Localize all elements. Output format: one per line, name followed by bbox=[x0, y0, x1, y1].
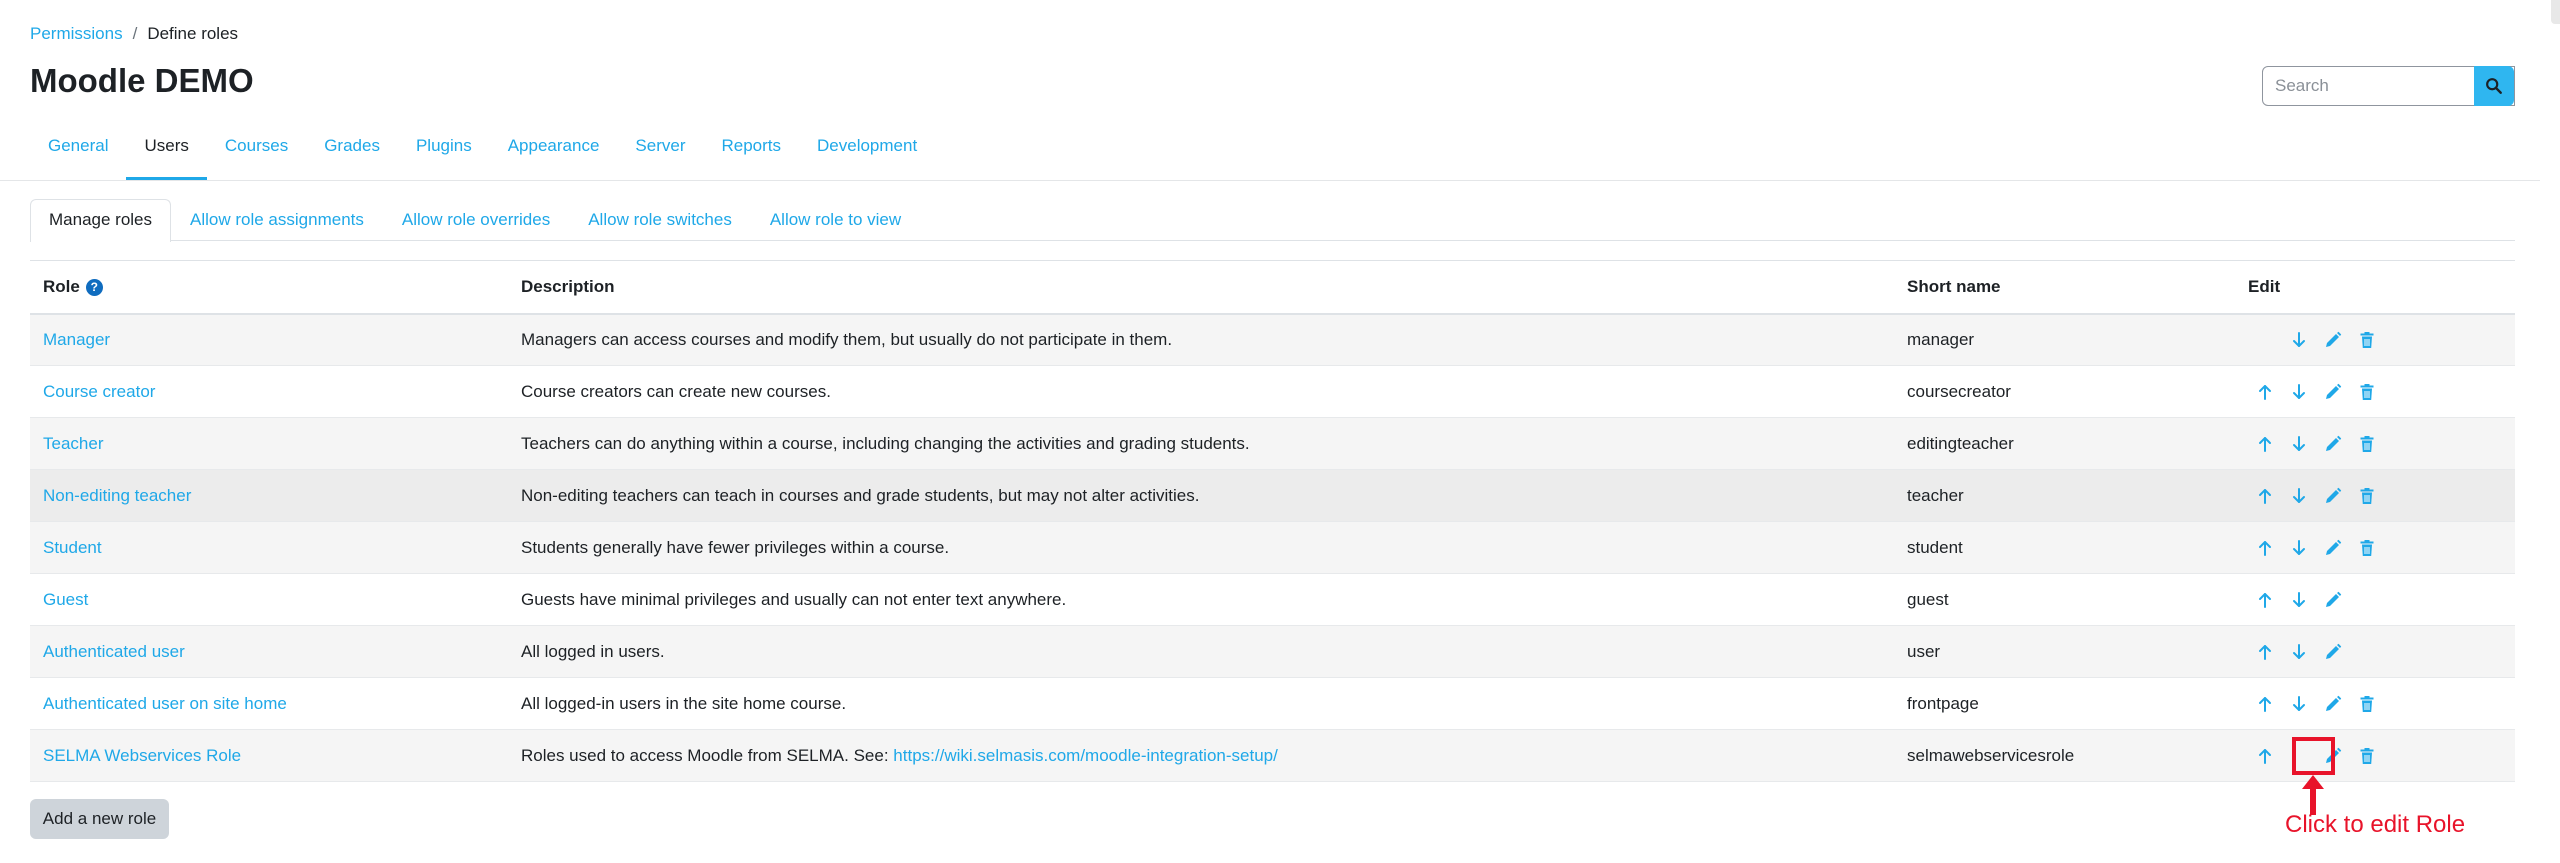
arrow-down-icon[interactable] bbox=[2282, 427, 2316, 461]
roles-table bbox=[30, 260, 2515, 782]
short-name-cell: editingteacher bbox=[1894, 418, 2235, 470]
subtab-manage-roles[interactable]: Manage roles bbox=[30, 199, 171, 242]
header-role bbox=[30, 261, 508, 314]
annotation-text: Click to edit Role bbox=[2285, 811, 2466, 838]
row-actions bbox=[2248, 739, 2502, 773]
role-name-link[interactable]: Guest bbox=[43, 589, 89, 609]
edit-cell bbox=[2235, 314, 2515, 366]
role-cell bbox=[30, 470, 508, 522]
table-header-row bbox=[30, 261, 2515, 314]
description-cell bbox=[508, 626, 1894, 678]
row-actions bbox=[2248, 583, 2502, 617]
arrow-down-icon[interactable] bbox=[2282, 323, 2316, 357]
edit-cell bbox=[2235, 730, 2515, 782]
edit-cell bbox=[2235, 522, 2515, 574]
row-actions bbox=[2248, 635, 2502, 669]
description-cell bbox=[508, 730, 1894, 782]
role-cell bbox=[30, 730, 508, 782]
pencil-icon[interactable] bbox=[2316, 687, 2350, 721]
action-spacer bbox=[2248, 323, 2282, 357]
arrow-up-icon[interactable] bbox=[2248, 427, 2282, 461]
table-row bbox=[30, 730, 2515, 782]
role-name-link[interactable]: Student bbox=[43, 537, 102, 557]
trash-icon[interactable] bbox=[2350, 531, 2384, 565]
row-actions bbox=[2248, 323, 2502, 357]
description-text: Non-editing teachers can teach in courses and grade students, but may not alter activities. bbox=[521, 485, 1200, 505]
role-cell bbox=[30, 574, 508, 626]
trash-icon[interactable] bbox=[2350, 323, 2384, 357]
description-text: Roles used to access Moodle from SELMA. See: bbox=[521, 745, 894, 765]
short-name-cell: frontpage bbox=[1894, 678, 2235, 730]
role-name-link[interactable]: Non-editing teacher bbox=[43, 485, 192, 505]
row-actions bbox=[2248, 479, 2502, 513]
nav-divider bbox=[0, 180, 2540, 181]
edit-cell bbox=[2235, 418, 2515, 470]
description-text: Students generally have fewer privileges within a course. bbox=[521, 537, 950, 557]
breadcrumb-current: Define roles bbox=[147, 24, 239, 43]
pencil-icon[interactable] bbox=[2316, 323, 2350, 357]
role-cell bbox=[30, 678, 508, 730]
short-name-cell: teacher bbox=[1894, 470, 2235, 522]
table-row bbox=[30, 314, 2515, 366]
description-text: All logged-in users in the site home course. bbox=[521, 693, 847, 713]
table-row bbox=[30, 626, 2515, 678]
pencil-icon[interactable] bbox=[2316, 427, 2350, 461]
row-actions bbox=[2248, 687, 2502, 721]
trash-icon[interactable] bbox=[2350, 427, 2384, 461]
subtab-allow-role-to-view[interactable]: Allow role to view bbox=[769, 210, 902, 229]
edit-cell bbox=[2235, 678, 2515, 730]
table-row bbox=[30, 574, 2515, 626]
arrow-down-icon[interactable] bbox=[2282, 687, 2316, 721]
edit-cell bbox=[2235, 574, 2515, 626]
description-cell bbox=[508, 678, 1894, 730]
arrow-up-icon[interactable] bbox=[2248, 375, 2282, 409]
pencil-icon[interactable] bbox=[2316, 375, 2350, 409]
short-name-cell: manager bbox=[1894, 314, 2235, 366]
arrow-down-icon[interactable] bbox=[2282, 531, 2316, 565]
header-edit: Edit bbox=[2235, 261, 2515, 314]
arrow-down-icon[interactable] bbox=[2282, 583, 2316, 617]
trash-icon[interactable] bbox=[2350, 479, 2384, 513]
breadcrumb-permissions-link[interactable]: Permissions bbox=[30, 24, 123, 43]
role-name-link[interactable]: Authenticated user bbox=[43, 641, 185, 661]
secondary-navigation bbox=[30, 199, 2515, 241]
arrow-up-icon[interactable] bbox=[2248, 635, 2282, 669]
description-cell bbox=[508, 470, 1894, 522]
role-name-link[interactable]: Course creator bbox=[43, 381, 156, 401]
role-cell bbox=[30, 418, 508, 470]
breadcrumb-separator: / bbox=[132, 24, 138, 43]
nav-tab-grades[interactable]: Grades bbox=[324, 136, 380, 155]
header-role-label: Role bbox=[43, 276, 80, 296]
nav-tab-plugins[interactable]: Plugins bbox=[415, 136, 472, 155]
header-short-name: Short name bbox=[1894, 261, 2235, 314]
description-cell bbox=[508, 314, 1894, 366]
nav-tab-development[interactable]: Development bbox=[817, 136, 918, 155]
description-cell bbox=[508, 418, 1894, 470]
nav-tab-users[interactable]: Users bbox=[126, 128, 206, 180]
arrow-down-icon[interactable] bbox=[2282, 479, 2316, 513]
description-text: All logged in users. bbox=[521, 641, 665, 661]
short-name-cell: coursecreator bbox=[1894, 366, 2235, 418]
role-name-link[interactable]: Authenticated user on site home bbox=[43, 693, 287, 713]
short-name-cell: selmawebservicesrole bbox=[1894, 730, 2235, 782]
search-button[interactable] bbox=[2474, 66, 2514, 106]
nav-tab-general[interactable]: General bbox=[48, 136, 109, 155]
page-title: Moodle DEMO bbox=[30, 62, 254, 99]
row-actions bbox=[2248, 531, 2502, 565]
annotation-highlight-box bbox=[2292, 737, 2335, 775]
role-name-link[interactable]: SELMA Webservices Role bbox=[43, 745, 242, 765]
primary-navigation bbox=[30, 128, 2540, 180]
description-cell bbox=[508, 574, 1894, 626]
role-name-link[interactable]: Manager bbox=[43, 329, 111, 349]
description-text: Managers can access courses and modify them, but usually do not participate in them. bbox=[521, 329, 1173, 349]
header-description: Description bbox=[508, 261, 1894, 314]
role-cell bbox=[30, 522, 508, 574]
edit-cell bbox=[2235, 366, 2515, 418]
nav-tab-appearance[interactable]: Appearance bbox=[507, 136, 600, 155]
description-cell bbox=[508, 366, 1894, 418]
arrow-up-icon[interactable] bbox=[2248, 531, 2282, 565]
role-cell bbox=[30, 314, 508, 366]
add-new-role-button[interactable]: Add a new role bbox=[30, 799, 169, 839]
arrow-up-icon[interactable] bbox=[2248, 583, 2282, 617]
nav-tab-courses[interactable]: Courses bbox=[224, 136, 289, 155]
table-row bbox=[30, 522, 2515, 574]
annotation-arrow-icon bbox=[2300, 775, 2326, 815]
pencil-icon[interactable] bbox=[2316, 583, 2350, 617]
breadcrumb bbox=[30, 24, 238, 44]
search-icon bbox=[2485, 77, 2503, 95]
trash-icon[interactable] bbox=[2350, 375, 2384, 409]
table-row bbox=[30, 470, 2515, 522]
description-link[interactable]: https://wiki.selmasis.com/moodle-integration-setup/ bbox=[893, 745, 1278, 765]
description-text: Course creators can create new courses. bbox=[521, 381, 831, 401]
table-row bbox=[30, 418, 2515, 470]
table-row bbox=[30, 678, 2515, 730]
description-cell bbox=[508, 522, 1894, 574]
subtab-allow-role-overrides[interactable]: Allow role overrides bbox=[401, 210, 551, 229]
arrow-down-icon[interactable] bbox=[2282, 635, 2316, 669]
trash-icon[interactable] bbox=[2350, 687, 2384, 721]
arrow-up-icon[interactable] bbox=[2248, 687, 2282, 721]
table-row bbox=[30, 366, 2515, 418]
scrollbar-edge[interactable] bbox=[2551, 0, 2560, 24]
edit-cell bbox=[2235, 626, 2515, 678]
subtab-allow-role-switches[interactable]: Allow role switches bbox=[588, 210, 732, 229]
role-name-link[interactable]: Teacher bbox=[43, 433, 104, 453]
row-actions bbox=[2248, 375, 2502, 409]
arrow-up-icon[interactable] bbox=[2248, 479, 2282, 513]
description-text: Teachers can do anything within a course, including changing the activities and grading students. bbox=[521, 433, 1250, 453]
pencil-icon[interactable] bbox=[2316, 479, 2350, 513]
role-cell bbox=[30, 366, 508, 418]
pencil-icon[interactable] bbox=[2316, 531, 2350, 565]
subtab-allow-role-assignments[interactable]: Allow role assignments bbox=[190, 210, 364, 229]
nav-tab-server[interactable]: Server bbox=[635, 136, 686, 155]
trash-icon[interactable] bbox=[2350, 739, 2384, 773]
row-actions bbox=[2248, 427, 2502, 461]
arrow-up-icon[interactable] bbox=[2248, 739, 2282, 773]
help-icon[interactable]: ? bbox=[86, 279, 103, 296]
arrow-down-icon[interactable] bbox=[2282, 375, 2316, 409]
short-name-cell: student bbox=[1894, 522, 2235, 574]
description-text: Guests have minimal privileges and usually can not enter text anywhere. bbox=[521, 589, 1067, 609]
role-cell bbox=[30, 626, 508, 678]
short-name-cell: guest bbox=[1894, 574, 2235, 626]
edit-cell bbox=[2235, 470, 2515, 522]
nav-tab-reports[interactable]: Reports bbox=[721, 136, 782, 155]
short-name-cell: user bbox=[1894, 626, 2235, 678]
pencil-icon[interactable] bbox=[2316, 635, 2350, 669]
